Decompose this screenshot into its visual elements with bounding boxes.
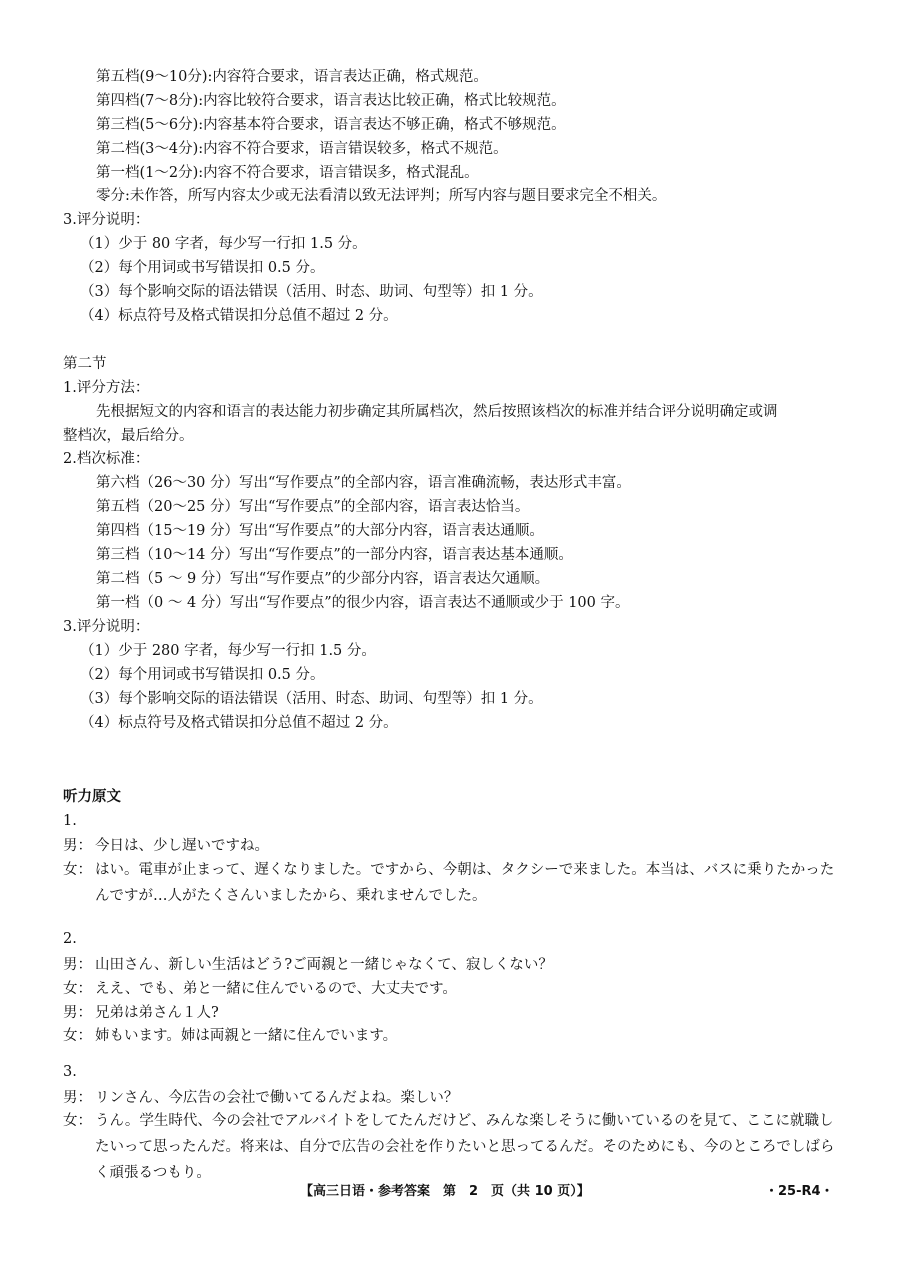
s2-level-3: 第三档（10～14 分）写出“写作要点”的一部分内容，语言表达基本通顺。	[96, 547, 573, 563]
dialog-2-line-2	[63, 976, 838, 1002]
s2-method-title: 1.评分方法：	[63, 380, 150, 396]
dialog-2-number: 2.	[63, 931, 77, 947]
s1-level-3: 第三档(5～6分):内容基本符合要求，语言表达不够正确，格式不够规范。	[96, 117, 566, 133]
s1-note-4: （4）标点符号及格式错误扣分总值不超过 2 分。	[80, 308, 398, 324]
s2-note-2: （2）每个用词或书写错误扣 0.5 分。	[80, 667, 325, 683]
dialog-3-number: 3.	[63, 1064, 77, 1080]
footer-page-info: 【高三日语・参考答案 第 2 页（共 10 页）】	[300, 1184, 590, 1199]
utterance: はい。電車が止まって、遅くなりました。ですから、今朝は、タクシーで来ました。本当は、バスに乗りたかったんですが…人がたくさんいましたから、乗れませんでした。	[95, 862, 835, 904]
utterance: リンさん、今広告の会社で働いてるんだよね。楽しい？	[95, 1090, 459, 1106]
utterance: 山田さん、新しい生活はどう?ご両親と一緒じゃなくて、寂しくない？	[95, 957, 553, 973]
dialog-2-line-1	[63, 952, 838, 978]
s1-level-1: 第一档(1～2分):内容不符合要求，语言错误多，格式混乱。	[96, 165, 479, 181]
s1-notes-title: 3.评分说明：	[63, 212, 150, 228]
s2-title: 第二节	[63, 356, 107, 372]
speaker: 男：	[63, 957, 92, 973]
s2-method-line2: 整档次，最后给分。	[63, 428, 194, 444]
s2-standards-title: 2.档次标准：	[63, 451, 150, 467]
s1-level-2: 第二档(3～4分):内容不符合要求，语言错误较多，格式不规范。	[96, 141, 508, 157]
dialog-3-line-2	[63, 1108, 838, 1186]
speaker: 女：	[63, 862, 92, 878]
footer-code: ・25-R4・	[765, 1184, 834, 1199]
speaker: 男：	[63, 1005, 92, 1021]
s1-level-zero: 零分:未作答，所写内容太少或无法看清以致无法评判；所写内容与题目要求完全不相关。	[96, 188, 667, 204]
s2-level-5: 第五档（20～25 分）写出“写作要点”的全部内容，语言表达恰当。	[96, 499, 530, 515]
dialog-2-line-4	[63, 1023, 838, 1049]
dialog-1-line-2	[63, 857, 838, 909]
listening-title: 听力原文	[63, 789, 121, 805]
s1-level-5: 第五档(9～10分):内容符合要求，语言表达正确，格式规范。	[96, 69, 488, 85]
s1-note-3: （3）每个影响交际的语法错误（活用、时态、助词、句型等）扣 1 分。	[80, 284, 543, 300]
speaker: 男：	[63, 1090, 92, 1106]
s2-method-line1: 先根据短文的内容和语言的表达能力初步确定其所属档次，然后按照该档次的标准并结合评分说明确定或调	[96, 404, 778, 420]
speaker: 男：	[63, 838, 92, 854]
s2-level-1: 第一档（0 ～ 4 分）写出“写作要点”的很少内容，语言表达不通顺或少于 100 字。	[96, 595, 630, 611]
s2-note-1: （1）少于 280 字者，每少写一行扣 1.5 分。	[80, 643, 376, 659]
utterance: ええ、でも、弟と一緒に住んでいるので、大丈夫です。	[95, 981, 457, 997]
s1-level-4: 第四档(7～8分):内容比较符合要求，语言表达比较正确，格式比较规范。	[96, 93, 566, 109]
s2-level-4: 第四档（15～19 分）写出“写作要点”的大部分内容，语言表达通顺。	[96, 523, 544, 539]
utterance: 今日は、少し遅いですね。	[95, 838, 269, 854]
speaker: 女：	[63, 1028, 92, 1044]
dialog-1-line-1	[63, 833, 838, 859]
speaker: 女：	[63, 1113, 92, 1129]
utterance: 兄弟は弟さん１人?	[95, 1005, 219, 1021]
s1-note-2: （2）每个用词或书写错误扣 0.5 分。	[80, 260, 325, 276]
s2-note-3: （3）每个影响交际的语法错误（活用、时态、助词、句型等）扣 1 分。	[80, 691, 543, 707]
s2-notes-title: 3.评分说明：	[63, 619, 150, 635]
utterance: 姉もいます。姉は両親と一緒に住んでいます。	[95, 1028, 398, 1044]
s2-level-2: 第二档（5 ～ 9 分）写出“写作要点”的少部分内容，语言表达欠通顺。	[96, 571, 550, 587]
s1-note-1: （1）少于 80 字者，每少写一行扣 1.5 分。	[80, 236, 367, 252]
s2-level-6: 第六档（26～30 分）写出“写作要点”的全部内容，语言准确流畅，表达形式丰富。	[96, 475, 631, 491]
dialog-1-number: 1.	[63, 813, 77, 829]
utterance: うん。学生時代、今の会社でアルバイトをしてたんだけど、みんな楽しそうに働いているのを見て、ここに就職したいって思ったんだ。将来は、自分で広告の会社を作りたいと思ってるんだ。そのためにも、今のところでしばらく頑張るつもり。	[95, 1113, 835, 1181]
s2-note-4: （4）标点符号及格式错误扣分总值不超过 2 分。	[80, 715, 398, 731]
speaker: 女：	[63, 981, 92, 997]
